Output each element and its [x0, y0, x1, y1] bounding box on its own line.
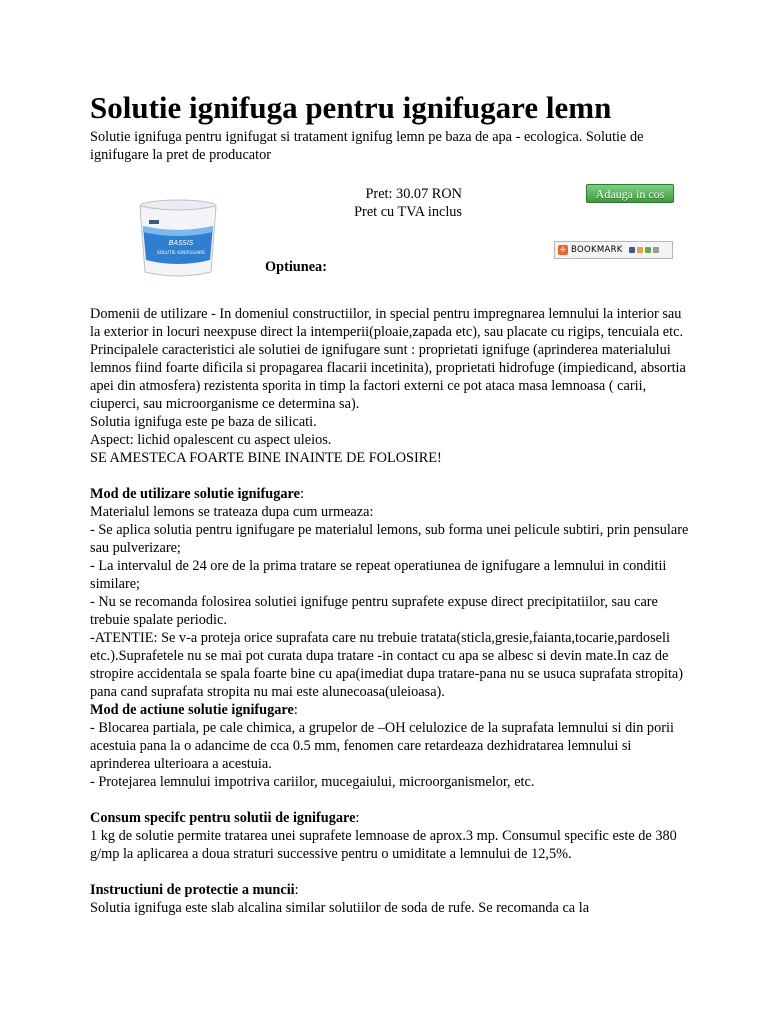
protection-text: Solutia ignifuga este slab alcalina similar solutiilor de soda de rufe. Se recomanda ca la — [90, 900, 590, 916]
usage-step-1: - Se aplica solutia pentru ignifugare pe materialul lemons, sub forma unei pelicule subtiri, prin pensulare sau pulverizare; — [90, 522, 689, 556]
bucket-label: SOLUTIE IGNIFUGARE — [156, 251, 206, 256]
usage-step-3: - Nu se recomanda folosirea solutiei ignifuge pentru suprafete expuse direct precipitatiilor, sau care trebuie spalate periodic. — [90, 594, 658, 628]
usage-heading: Mod de utilizare solutie ignifugare — [90, 486, 300, 502]
plus-icon: + — [559, 245, 567, 255]
price-value: Pret: 30.07 RON — [365, 186, 462, 202]
protection-heading: Instructiuni de protectie a muncii — [90, 882, 295, 898]
action-item-1: - Blocarea partiala, pe cale chimica, a grupelor de –OH celulozice de la suprafata lemnului si din porii acestuia pana la o adancime de cca 0.5 mm, fenomen care retardeaza dezhidratarea lemnului si aprinderea ulterioara a acestuia. — [90, 720, 674, 772]
consumption-heading: Consum specifc pentru solutii de ignifugare — [90, 810, 356, 826]
vat-note: Pret cu TVA inclus — [354, 204, 462, 220]
bookmark-button[interactable] — [554, 241, 673, 259]
action-item-2: - Protejarea lemnului impotriva cariilor, mucegaiului, microorganismelor, etc. — [90, 774, 535, 790]
protection-heading-line: Instructiuni de protectie a muncii: — [90, 882, 299, 898]
silicate-line: Solutia ignifuga este pe baza de silicati. — [90, 414, 317, 430]
description-body — [90, 305, 690, 917]
usage-step-4: -ATENTIE: Se v-a proteja orice suprafata care nu trebuie tratata(sticla,gresie,faianta,tocarie,pardoseli etc.).Suprafetele nu se mai pot curata dupa tratare -in contact cu apa se albesc si devin mate.In caz de stropire accidentala se spala foarte bine cu apa(imediat dupa tratare-pana nu se usuca suprafata stropita) pana cand suprafata stropita nu mai este alunecoasa(uleioasa). — [90, 630, 684, 700]
add-to-cart-button[interactable]: Adauga in cos — [586, 184, 674, 203]
warning-line: SE AMESTECA FOARTE BINE INAINTE DE FOLOSIRE! — [90, 450, 442, 466]
action-heading: Mod de actiune solutie ignifugare — [90, 702, 294, 718]
usage-step-2: - La intervalul de 24 ore de la prima tratare se repeat operatiunea de ignifugare a lemnului in conditii similare; — [90, 558, 667, 592]
usage-intro: Materialul lemons se trateaza dupa cum urmeaza: — [90, 504, 374, 520]
action-heading-line: Mod de actiune solutie ignifugare: — [90, 702, 298, 718]
domains-paragraph: Domenii de utilizare - In domeniul constructiilor, in special pentru impregnarea lemnului la interior sau la exterior in locuri neexpuse direct la intemperii(ploaie,zapada etc), sau placate cu rigips, tencuiala etc. Principalele caracteristici ale solutiei de ignifugare sunt : proprietati ignifuge (aprinderea materialului lemnos fiind foarte dificila si propagarea flacarii incetinita), proprietati hidrofuge (impiedicand, absortia apei din atmosfera) rezistenta sporita in timp la factori externi ce pot ataca masa lemnoasa ( carii, ciuperci, sau microorganisme ce determina sa). — [90, 306, 686, 412]
price-block — [300, 185, 462, 221]
bucket-brand: BASSIS — [168, 239, 194, 247]
page-subtitle: Solutie ignifuga pentru ignifugat si tratament ignifug lemn pe baza de apa - ecologica. Solutie de ignifugare la pret de producator — [90, 129, 644, 163]
page-title: Solutie ignifuga pentru ignifugare lemn — [90, 90, 612, 125]
aspect-line: Aspect: lichid opalescent cu aspect uleios. — [90, 432, 332, 448]
option-label: Optiunea: — [265, 259, 327, 275]
social-icons — [629, 247, 659, 253]
product-bucket-image — [135, 198, 221, 278]
consumption-text: 1 kg de solutie permite tratarea unei suprafete lemnoase de aprox.3 mp. Consumul specific este de 380 g/mp la aplicarea a doua straturi successive pentru o umiditate a lemnului de 12,5%. — [90, 828, 677, 862]
consumption-heading-line: Consum specifc pentru solutii de ignifugare: — [90, 810, 360, 826]
usage-heading-line: Mod de utilizare solutie ignifugare: — [90, 486, 304, 502]
bookmark-label: BOOKMARK — [571, 245, 623, 255]
